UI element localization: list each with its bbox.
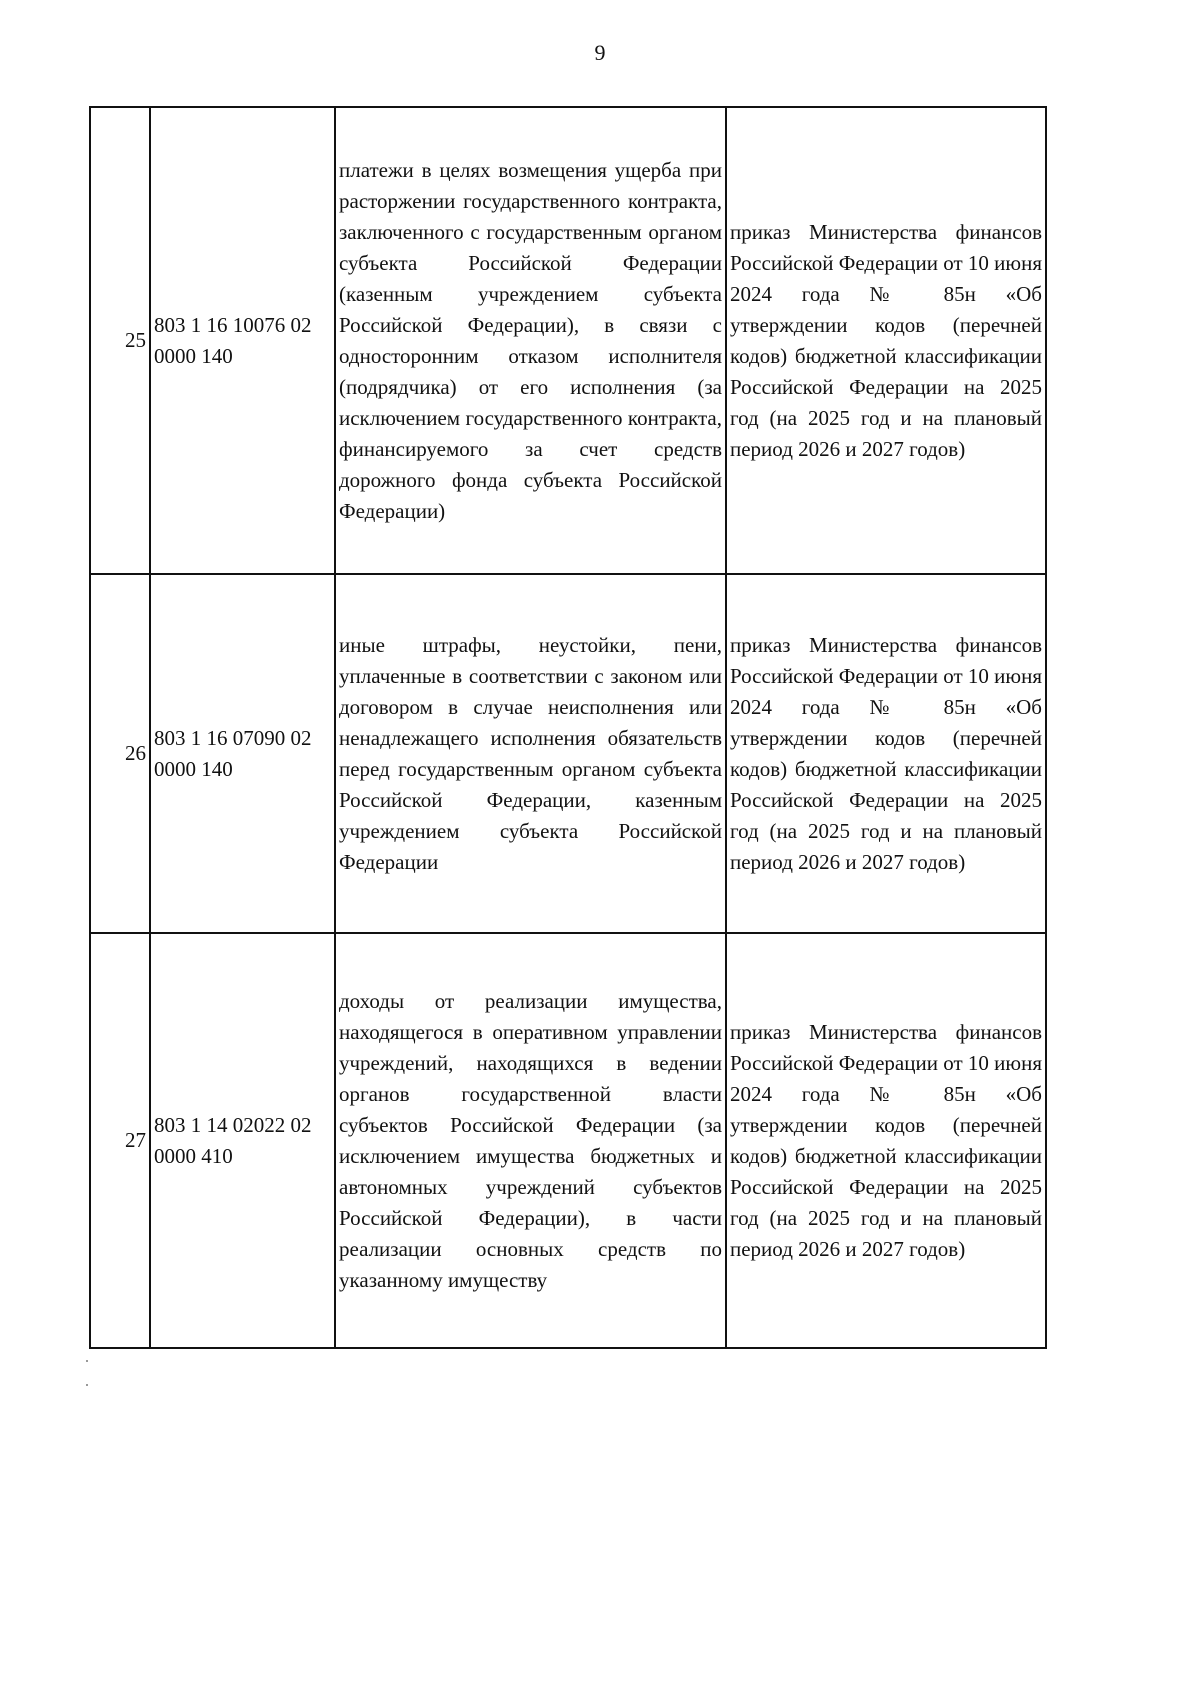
legal-basis: приказ Министерства финансов Российской Федерации от 10 июня 2024 года № 85н «Об утверждении кодов (перечней кодов) бюджетной классификации Российской Федерации на 2025 год (на 2025 год и на плановый период 2026 и 2027 годов) bbox=[730, 632, 1042, 874]
table-row bbox=[90, 107, 1046, 574]
budget-code-cell bbox=[150, 574, 335, 933]
income-description: платежи в целях возмещения ущерба при расторжении государственного контракта, заключенного с государственным органом субъекта Российской Федерации (казенным учреждением субъекта Российской Федерации), в связи с односторонним отказом исполнителя (подрядчика) от его исполнения (за исключением государственного контракта, финансируемого за счет средств дорожного фонда субъекта Российской Федерации) bbox=[339, 157, 722, 523]
budget-code: 803 1 16 07090 02 0000 140 bbox=[154, 725, 312, 781]
scan-dot bbox=[86, 1384, 88, 1386]
scan-margin-marks bbox=[86, 1360, 88, 1390]
row-number-cell bbox=[90, 107, 150, 574]
budget-code-cell bbox=[150, 933, 335, 1348]
row-number: 26 bbox=[125, 741, 146, 765]
income-description-cell bbox=[335, 574, 726, 933]
legal-basis: приказ Министерства финансов Российской Федерации от 10 июня 2024 года № 85н «Об утверждении кодов (перечней кодов) бюджетной классификации Российской Федерации на 2025 год (на 2025 год и на плановый период 2026 и 2027 годов) bbox=[730, 1019, 1042, 1261]
row-number: 25 bbox=[125, 328, 146, 352]
budget-code-cell bbox=[150, 107, 335, 574]
income-description: доходы от реализации имущества, находящегося в оперативном управлении учреждений, находящихся в ведении органов государственной власти субъектов Российской Федерации (за исключением имущества бюджетных и автономных учреждений субъектов Российской Федерации), в части реализации основных средств по указанному имуществу bbox=[339, 988, 722, 1292]
legal-basis: приказ Министерства финансов Российской Федерации от 10 июня 2024 года № 85н «Об утверждении кодов (перечней кодов) бюджетной классификации Российской Федерации на 2025 год (на 2025 год и на плановый период 2026 и 2027 годов) bbox=[730, 219, 1042, 461]
scan-dot bbox=[86, 1360, 88, 1362]
income-description: иные штрафы, неустойки, пени, уплаченные в соответствии с законом или договором в случае неисполнения или ненадлежащего исполнения обязательств перед государственным органом субъекта Российской Федерации, казенным учреждением субъекта Российской Федерации bbox=[339, 632, 722, 874]
budget-code: 803 1 14 02022 02 0000 410 bbox=[154, 1112, 312, 1168]
row-number: 27 bbox=[125, 1128, 146, 1152]
budget-code: 803 1 16 10076 02 0000 140 bbox=[154, 312, 312, 368]
table-row bbox=[90, 574, 1046, 933]
row-number-cell bbox=[90, 933, 150, 1348]
income-description-cell bbox=[335, 933, 726, 1348]
legal-basis-cell bbox=[726, 107, 1046, 574]
row-number-cell bbox=[90, 574, 150, 933]
legal-basis-cell bbox=[726, 933, 1046, 1348]
page-number: 9 bbox=[594, 40, 606, 65]
table-row bbox=[90, 933, 1046, 1348]
income-codes-table bbox=[89, 106, 1047, 1349]
legal-basis-cell bbox=[726, 574, 1046, 933]
income-description-cell bbox=[335, 107, 726, 574]
